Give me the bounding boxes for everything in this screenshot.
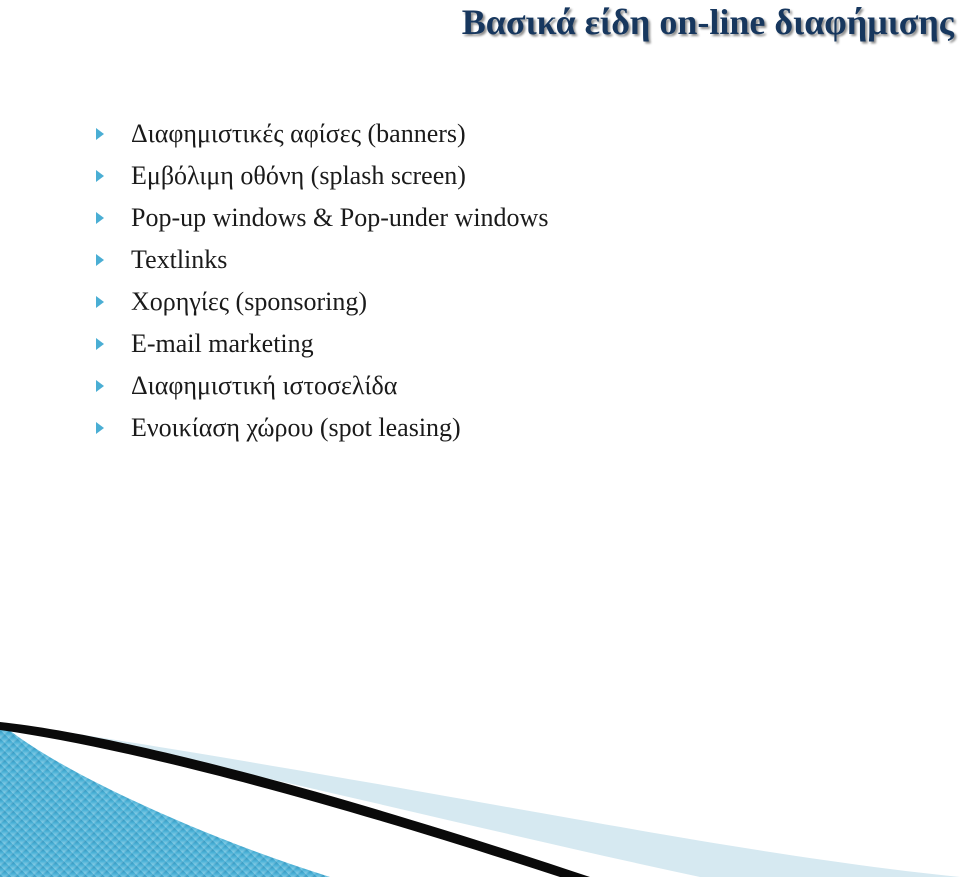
list-item-text: Διαφημιστική ιστοσελίδα (131, 371, 398, 400)
wave-blue-band (0, 722, 330, 877)
list-item-text: Εμβόλιμη οθόνη (splash screen) (131, 161, 466, 190)
list-item-text: Ενοικίαση χώρου (spot leasing) (131, 413, 461, 442)
list-item-text: Pop-up windows & Pop-under windows (131, 203, 549, 232)
list-item-text: Textlinks (131, 245, 228, 274)
list-item-text: E-mail marketing (131, 329, 314, 358)
list-item-text: Διαφημιστικές αφίσες (banners) (131, 119, 466, 148)
list-item-text: Χορηγίες (sponsoring) (131, 287, 367, 316)
slide-title: Βασικά είδη on-line διαφήμισης (461, 2, 954, 42)
